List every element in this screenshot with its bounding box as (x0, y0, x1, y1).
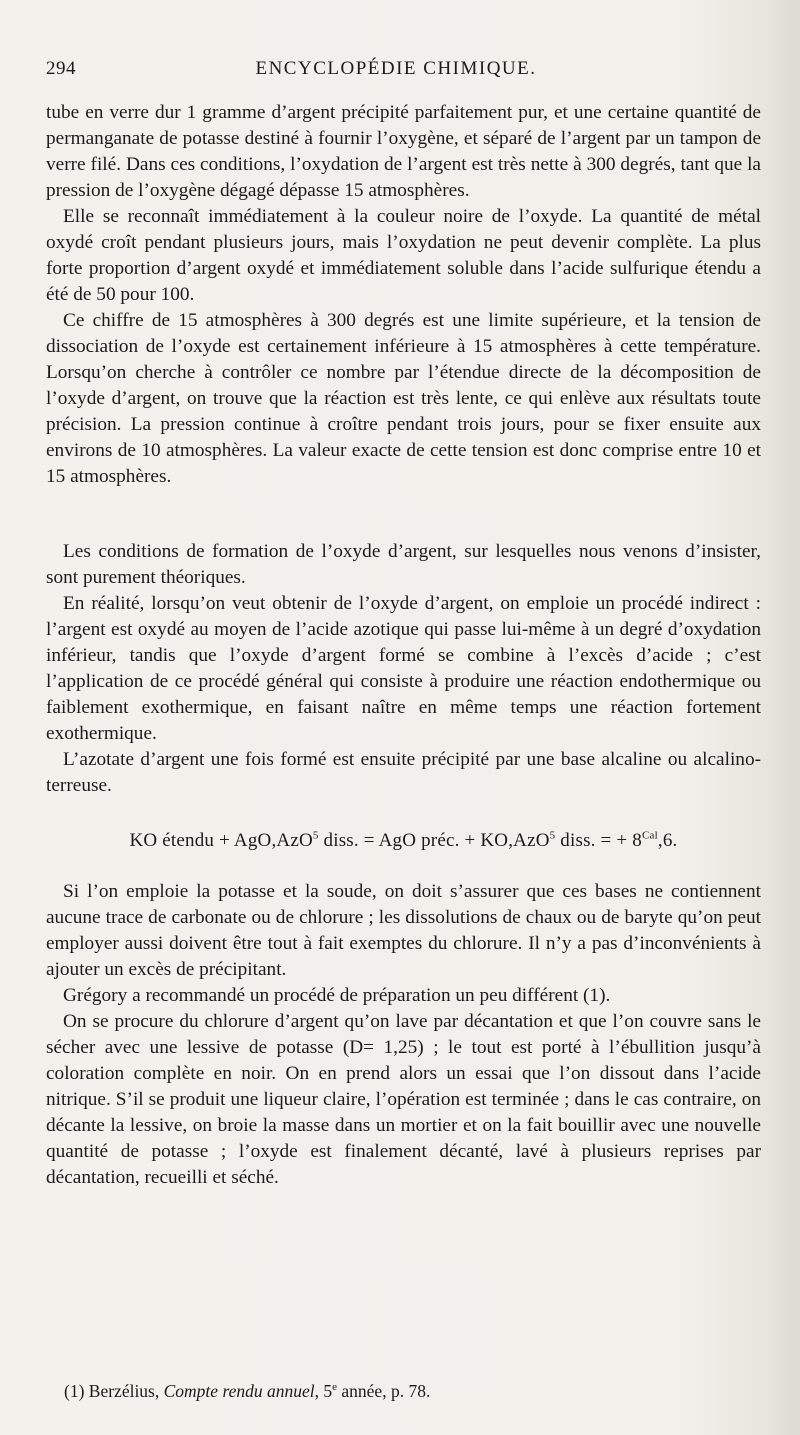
equation-superscript-2: 5 (549, 829, 556, 842)
equation-part-2: diss. = AgO préc. + KO,AzO (318, 830, 550, 851)
footnote-author: Berzélius, (84, 1381, 164, 1401)
footnote-rest: année, p. 78. (337, 1381, 431, 1401)
paragraph-3: Ce chiffre de 15 atmosphères à 300 degrés est une limite supérieure, et la tension de dissociation de l’oxyde est certainement inférieure à 15 atmosphères à cette température. Lorsqu’on cherche à contrôler ce nombre par l’étendue directe de la décomposition de l’oxyde d’argent, on trouve que la réaction est très lente, ce qui enlève aux résultats toute précision. La pression continue à croître pendant trois jours, pour se fixer ensuite aux environs de 10 atmosphères. La valeur exacte de cette tension est donc comprise entre 10 et 15 atmosphères. (46, 310, 761, 487)
equation-part-1: KO étendu + AgO,AzO (129, 830, 313, 851)
footnote-marker: (1) (64, 1381, 85, 1401)
equation-superscript-3: Cal (642, 829, 658, 842)
page-header (46, 58, 746, 84)
equation-part-4: ,6. (657, 830, 678, 851)
paragraph-7: Si l’on emploie la potasse et la soude, on doit s’assurer que ces bases ne contiennent aucune trace de carbonate ou de chlorure ; les dissolutions de chaux ou de baryte qu’on peut employer aussi doivent être tout à fait exemptes du chlorure. Il n’y a pas d’inconvénients à ajouter un excès de précipitant. (46, 881, 761, 980)
paragraph-4: Les conditions de formation de l’oxyde d’argent, sur lesquelles nous venons d’insister, sont purement théoriques. (46, 541, 761, 588)
footnote (64, 1380, 744, 1402)
running-title: ENCYCLOPÉDIE CHIMIQUE. (255, 58, 537, 79)
paragraph-6: L’azotate d’argent une fois formé est ensuite précipité par une base alcaline ou alcalino-terreuse. (46, 749, 761, 796)
equation-superscript-1: 5 (312, 829, 319, 842)
paragraph-1: tube en verre dur 1 gramme d’argent précipité parfaitement pur, et une certaine quantité de permanganate de potasse destiné à fournir l’oxygène, et séparé de l’argent par un tampon de verre filé. Dans ces conditions, l’oxydation de l’argent est très nette à 300 degrés, tant que la pression de l’oxygène dégagé dépasse 15 atmosphères. (46, 102, 761, 201)
footnote-title: Compte rendu annuel (163, 1381, 315, 1401)
body-text (46, 100, 761, 1191)
paragraph-5: En réalité, lorsqu’on veut obtenir de l’oxyde d’argent, on emploie un procédé indirect : l’argent est oxydé au moyen de l’acide azotique qui passe lui-même à un degré d’oxydation inférieur, tandis que l’oxyde d’argent formé se combine à l’excès d’acide ; c’est l’application de ce procédé général qui consiste à produire une réaction endothermique ou faiblement exothermique, en faisant naître en même temps une réaction fortement exothermique. (46, 593, 761, 744)
page-number: 294 (46, 58, 76, 79)
footnote-edition-number: , 5 (314, 1381, 333, 1401)
chemical-equation (46, 828, 761, 854)
footnote-edition-superscript: e (332, 1381, 338, 1394)
paragraph-9: On se procure du chlorure d’argent qu’on lave par décantation et que l’on couvre sans le sécher avec une lessive de potasse (D= 1,25) ; le tout est porté à l’ébullition jusqu’à coloration complète en noir. On en prend alors un essai que l’on dissout dans l’acide nitrique. S’il se produit une liqueur claire, l’opération est terminée ; dans le cas contraire, on décante la lessive, on broie la masse dans un mortier et on la fait bouillir avec une nouvelle quantité de potasse ; l’oxyde est finalement décanté, lavé à plusieurs reprises par décantation, recueilli et séché. (46, 1011, 761, 1188)
paragraph-2: Elle se reconnaît immédiatement à la couleur noire de l’oxyde. La quantité de métal oxydé croît pendant plusieurs jours, mais l’oxydation ne peut devenir complète. La plus forte proportion d’argent oxydé et immédiatement soluble dans l’acide sulfurique étendu a été de 50 pour 100. (46, 206, 761, 305)
equation-part-3: diss. = + 8 (555, 830, 642, 851)
paragraph-8: Grégory a recommandé un procédé de préparation un peu différent (1). (63, 985, 611, 1006)
